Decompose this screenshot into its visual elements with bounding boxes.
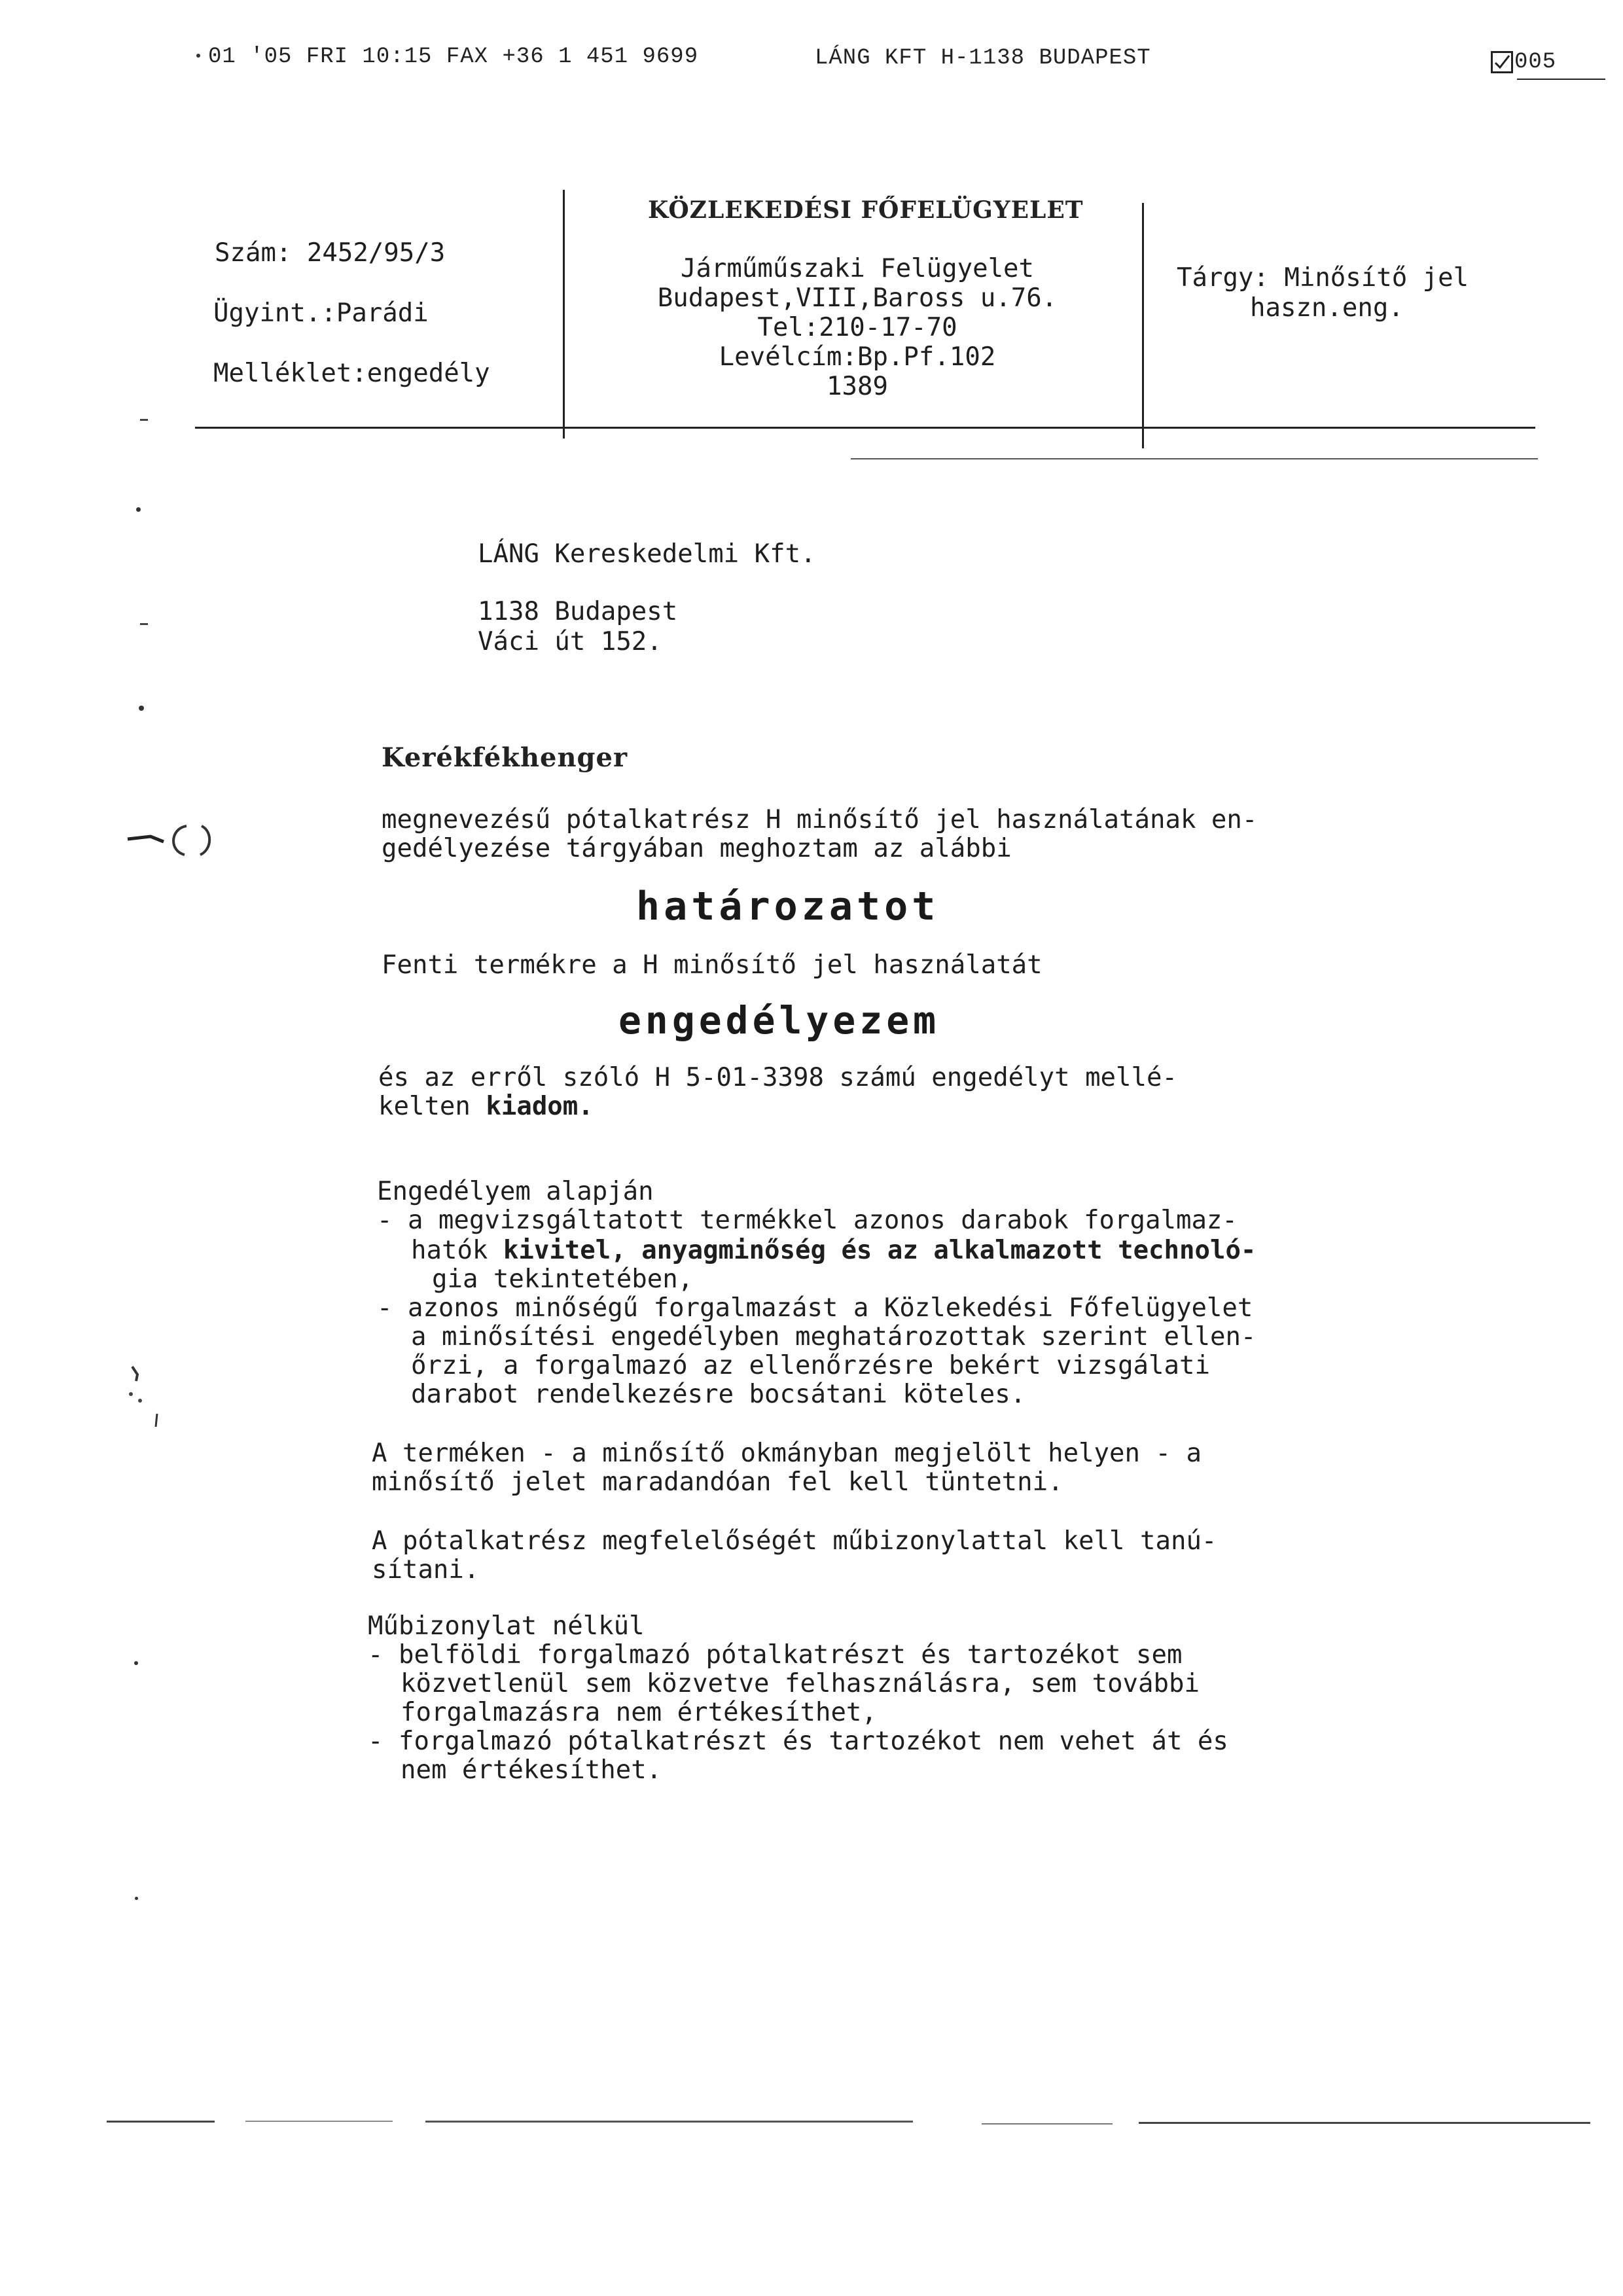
basis-bullet2-line4: darabot rendelkezésre bocsátani köteles. — [411, 1380, 1026, 1409]
basis-bullet1-line2 — [411, 1236, 1256, 1265]
marking-line-1: A terméken - a minősítő okmányban megjelölt helyen - a — [372, 1439, 1202, 1468]
without-cert-bullet2-line1: - forgalmazó pótalkatrészt és tartozékot nem vehet át és — [368, 1727, 1228, 1756]
authority-postcode: 1389 — [827, 372, 888, 401]
fax-sender: LÁNG KFT H-1138 BUDAPEST — [815, 46, 1151, 71]
certificate-line-2: sítani. — [372, 1555, 480, 1585]
recipient-name: LÁNG Kereskedelmi Kft. — [478, 539, 816, 569]
scan-speck — [136, 507, 141, 512]
marking-line-2: minősítő jelet maradandóan fel kell tüntetni. — [372, 1467, 1063, 1497]
product-statement: Fenti termékre a H minősítő jel használatát — [382, 950, 1043, 980]
issue-line-2-text: kelten — [378, 1092, 486, 1121]
basis-bullet1-line2-emphasis: kivitel, anyagminőség és az alkalmazott technoló- — [503, 1236, 1257, 1265]
footer-rule — [107, 2121, 215, 2123]
letterhead-divider-right — [1142, 203, 1144, 448]
basis-bullet2-line2: a minősítési engedélyben meghatározottak szerint ellen- — [411, 1322, 1257, 1352]
basis-bullet1-line3: gia tekintetében, — [432, 1265, 694, 1294]
letterhead-bottom-rule-faint — [851, 458, 1538, 459]
scan-speck — [139, 706, 144, 711]
without-cert-bullet2-line2: nem értékesíthet. — [401, 1755, 662, 1785]
basis-title: Engedélyem alapján — [377, 1177, 654, 1206]
recipient-city: 1138 Budapest — [478, 597, 678, 626]
letterhead-divider-left — [563, 190, 565, 439]
scan-speck — [134, 1661, 138, 1665]
authority-postal: Levélcím:Bp.Pf.102 — [719, 342, 996, 372]
intro-line-1: megnevezésű pótalkatrész H minősítő jel használatának en- — [382, 805, 1258, 834]
basis-bullet2-line1: - azonos minőségű forgalmazást a Közlekedési Főfelügyelet — [377, 1293, 1253, 1323]
authority-street: Budapest,VIII,Baross u.76. — [657, 283, 1058, 313]
basis-bullet1-line2-text: hatók — [411, 1236, 503, 1265]
basis-bullet1-line1: - a megvizsgáltatott termékkel azonos darabok forgalmaz- — [377, 1206, 1238, 1235]
subject-line-1: Tárgy: Minősítő jel — [1177, 263, 1469, 293]
product-name: Kerékfékhenger — [382, 742, 628, 773]
attachment: Melléklet:engedély — [213, 359, 490, 388]
basis-bullet2-line3: őrzi, a forgalmazó az ellenőrzésre bekért vizsgálati — [411, 1351, 1210, 1380]
subject-line-2: haszn.eng. — [1250, 293, 1404, 323]
issue-line-2-emphasis: kiadom. — [486, 1092, 594, 1121]
fax-page-underline — [1517, 79, 1605, 80]
intro-line-2: gedélyezése tárgyában meghoztam az alábbi — [382, 834, 1012, 863]
scan-speck — [196, 54, 200, 58]
without-cert-title: Műbizonylat nélkül — [368, 1611, 645, 1641]
fax-page-indicator — [1491, 50, 1556, 75]
authority-phone: Tel:210-17-70 — [757, 313, 957, 342]
reference-number: Szám: 2452/95/3 — [215, 238, 446, 268]
authority-name: KÖZLEKEDÉSI FŐFELÜGYELET — [648, 196, 1084, 224]
scan-speck — [135, 1897, 138, 1900]
issue-line-1: és az erről szóló H 5-01-3398 számú engedélyt mellé- — [378, 1063, 1177, 1092]
footer-rule — [245, 2121, 393, 2122]
recipient-street: Váci út 152. — [478, 627, 662, 656]
without-cert-bullet1-line1: - belföldi forgalmazó pótalkatrészt és tartozékot sem — [368, 1640, 1183, 1670]
fax-checkbox-icon — [1491, 51, 1513, 73]
footer-rule — [425, 2121, 913, 2123]
approval-heading: engedélyezem — [618, 998, 940, 1043]
issue-line-2 — [378, 1092, 594, 1121]
fax-transmission-line: 01 '05 FRI 10:15 FAX +36 1 451 9699 — [208, 45, 699, 69]
letterhead-bottom-rule — [195, 427, 1535, 429]
hole-punch-mark-icon — [124, 817, 229, 863]
footer-rule — [1139, 2122, 1590, 2124]
margin-scribble-icon — [118, 1361, 170, 1440]
footer-rule — [982, 2123, 1113, 2125]
without-cert-bullet1-line2: közvetlenül sem közvetve felhasználásra, sem további — [401, 1669, 1200, 1698]
authority-address — [576, 254, 1139, 401]
scan-speck — [140, 419, 148, 421]
case-officer: Ügyint.:Parádi — [213, 298, 429, 328]
certificate-line-1: A pótalkatrész megfelelőségét műbizonylattal kell tanú- — [372, 1526, 1217, 1556]
authority-department: Járműműszaki Felügyelet — [680, 254, 1035, 283]
scan-speck — [140, 623, 148, 625]
fax-page-number: 005 — [1514, 50, 1557, 75]
decision-heading: határozatot — [636, 884, 940, 929]
without-cert-bullet1-line3: forgalmazásra nem értékesíthet, — [401, 1698, 877, 1727]
